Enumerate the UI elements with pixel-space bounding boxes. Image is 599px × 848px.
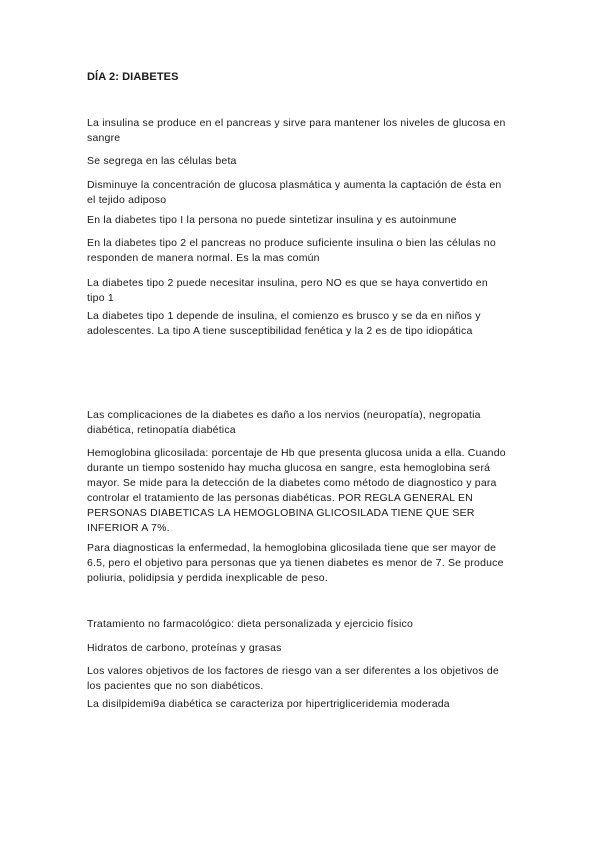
paragraph-tipo-1-comienzo: La diabetes tipo 1 depende de insulina, el comienzo es brusco y se da en niños y adolescentes. La tipo A tiene susceptibilidad fenética y la 2 es de tipo idiopática	[87, 310, 481, 337]
paragraph-diagnostico: Para diagnosticas la enfermedad, la hemoglobina glicosilada tiene que ser mayor de 6.5, pero el objetivo para personas que ya tienen diabetes es menor de 7. Se produce poliuria, polidipsia y perdida inexplicable de peso.	[87, 542, 504, 584]
paragraph-hemoglobina-glicosilada: Hemoglobina glicosilada: porcentaje de Hb que presenta glucosa unida a ella. Cuando durante un tiempo sostenido hay mucha glucosa en sangre, esta hemoglobina será mayor. Se mide para la detección de la diabetes como método de diagnostico y para controlar el tratamiento de las personas diabéticas. POR REGLA GENERAL EN PERSONAS DIABETICAS LA HEMOGLOBINA GLICOSILADA TIENE QUE SER INFERIOR A 7%.	[87, 447, 506, 534]
paragraph-hidratos: Hidratos de carbono, proteínas y grasas	[87, 642, 282, 654]
paragraph-diabetes-tipo-2: En la diabetes tipo 2 el pancreas no produce suficiente insulina o bien las células no responden de manera normal. Es la mas común	[87, 237, 496, 264]
paragraph-complicaciones: Las complicaciones de la diabetes es daño a los nervios (neuropatía), negropatia diabética, retinopatía diabética	[87, 409, 481, 436]
document-title: DÍA 2: DIABETES	[87, 71, 179, 83]
paragraph-glucosa-plasmatica: Disminuye la concentración de glucosa plasmática y aumenta la captación de ésta en el tejido adiposo	[87, 179, 502, 206]
paragraph-dislipidemia: La disilpidemi9a diabética se caracteriza por hipertrigliceridemia moderada	[87, 698, 450, 710]
paragraph-valores-objetivos: Los valores objetivos de los factores de riesgo van a ser diferentes a los objetivos de los pacientes que no son diabéticos.	[87, 665, 499, 692]
paragraph-tipo-2-insulina: La diabetes tipo 2 puede necesitar insulina, pero NO es que se haya convertido en tipo 1	[87, 277, 488, 304]
paragraph-insulina: La insulina se produce en el pancreas y sirve para mantener los niveles de glucosa en sangre	[87, 117, 506, 144]
paragraph-tratamiento: Tratamiento no farmacológico: dieta personalizada y ejercicio físico	[87, 618, 414, 630]
paragraph-celulas-beta: Se segrega en las células beta	[87, 155, 237, 167]
paragraph-diabetes-tipo-1: En la diabetes tipo I la persona no puede sintetizar insulina y es autoinmune	[87, 214, 457, 226]
